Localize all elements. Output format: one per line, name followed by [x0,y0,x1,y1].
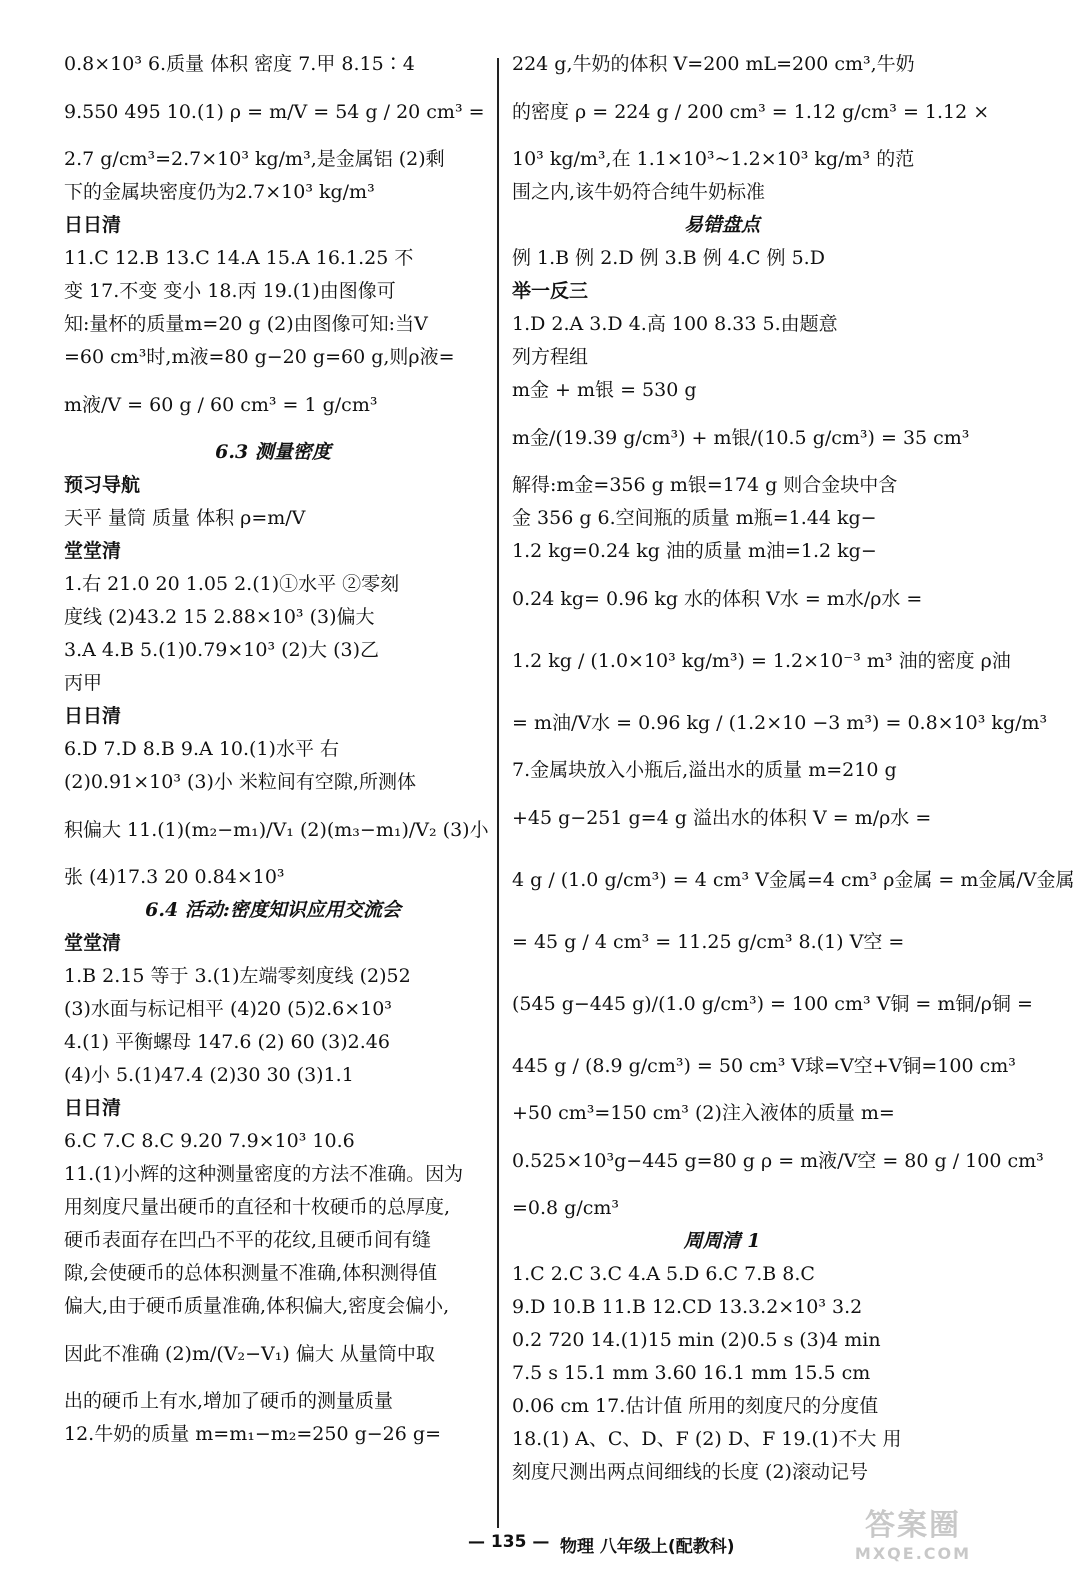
page-number: — 135 — [468,1532,550,1552]
watermark-logo [838,1500,988,1564]
right-text-line: 9.D 10.B 11.B 12.CD 13.3.2×10³ 3.2 [512,1296,863,1318]
column-divider [497,58,499,1528]
right-text-line: =0.8 g/cm³ [512,1197,620,1219]
left-text-line: 11.(1)小辉的这种测量密度的方法不准确。因为 [64,1163,464,1185]
right-text-line: 4 g / (1.0 g/cm³) = 4 cm³ V金属=4 cm³ ρ金属 = m金属/V金属 [512,869,1075,891]
left-text-line: 知:量杯的质量m=20 g (2)由图像可知:当V [64,313,428,335]
right-text-line: = 45 g / 4 cm³ = 11.25 g/cm³ 8.(1) V空 = [512,931,905,953]
left-text-line: 0.8×10³ 6.质量 体积 密度 7.甲 8.15∶4 [64,53,415,75]
left-text-line: 6.C 7.C 8.C 9.20 7.9×10³ 10.6 [64,1130,355,1152]
right-column [512,48,1075,1489]
left-text-line: =60 cm³时,m液=80 g−20 g=60 g,则ρ液= [64,346,455,368]
right-text-line: 7.5 s 15.1 mm 3.60 16.1 mm 15.5 cm [512,1362,871,1384]
left-text-line: 2.7 g/cm³=2.7×10³ kg/m³,是金属铝 (2)剩 [64,148,445,170]
left-text-line: 3.A 4.B 5.(1)0.79×10³ (2)大 (3)乙 [64,639,379,661]
right-text-line: 0.525×10³g−445 g=80 g ρ = m液/V空 = 80 g / 100 cm³ [512,1150,1044,1172]
left-text-line: 6.4 活动:密度知识应用交流会 [145,899,401,921]
watermark-top: 答案圈 [865,1508,961,1543]
right-text-line: m金/(19.39 g/cm³) + m银/(10.5 g/cm³) = 35 cm³ [512,427,970,449]
left-text-line: 丙甲 [64,672,103,694]
left-text-line: 11.C 12.B 13.C 14.A 15.A 16.1.25 不 [64,247,414,269]
left-text-line: 6.D 7.D 8.B 9.A 10.(1)水平 右 [64,738,339,760]
right-text-line: 18.(1) A、C、D、F (2) D、F 19.(1)不大 用 [512,1428,902,1450]
left-text-line: 变 17.不变 变小 18.丙 19.(1)由图像可 [64,280,396,302]
right-text-line: m金 + m银 = 530 g [512,379,697,401]
left-text-line: (3)水面与标记相平 (4)20 (5)2.6×10³ [64,998,392,1020]
left-text-line: 预习导航 [64,474,141,496]
left-text-line: 1.B 2.15 等于 3.(1)左端零刻度线 (2)52 [64,965,411,987]
right-text-line: 1.2 kg / (1.0×10³ kg/m³) = 1.2×10⁻³ m³ 油的密度 ρ油 [512,650,1011,672]
left-text-line: 12.牛奶的质量 m=m₁−m₂=250 g−26 g= [64,1423,441,1445]
right-text-line: 0.06 cm 17.估计值 所用的刻度尺的分度值 [512,1395,879,1417]
right-text-line: 10³ kg/m³,在 1.1×10³~1.2×10³ kg/m³ 的范 [512,148,915,170]
right-text-line: 的密度 ρ = 224 g / 200 cm³ = 1.12 g/cm³ = 1.12 × [512,101,990,123]
left-text-line: 日日清 [64,705,122,727]
right-text-line: +45 g−251 g=4 g 溢出水的体积 V = m/ρ水 = [512,807,932,829]
watermark-bottom: MXQE.COM [854,1544,972,1563]
right-text-line: +50 cm³=150 cm³ (2)注入液体的质量 m= [512,1102,895,1124]
left-text-line: 度线 (2)43.2 15 2.88×10³ (3)偏大 [64,606,375,628]
left-text-line: (4)小 5.(1)47.4 (2)30 30 (3)1.1 [64,1064,354,1086]
right-text-line: 金 356 g 6.空间瓶的质量 m瓶=1.44 kg− [512,507,877,529]
right-text-line: 易错盘点 [683,214,760,236]
left-text-line: 偏大,由于硬币质量准确,体积偏大,密度会偏小, [64,1295,450,1317]
right-text-line: 周周清 1 [683,1230,761,1252]
right-text-line: 列方程组 [512,346,589,368]
right-text-line: 1.C 2.C 3.C 4.A 5.D 6.C 7.B 8.C [512,1263,815,1285]
right-text-line: 445 g / (8.9 g/cm³) = 50 cm³ V球=V空+V铜=100 cm³ [512,1055,1016,1077]
left-text-line: 日日清 [64,214,122,236]
right-text-line: 1.D 2.A 3.D 4.高 100 8.33 5.由题意 [512,313,838,335]
left-text-line: (2)0.91×10³ (3)小 米粒间有空隙,所测体 [64,771,416,793]
right-text-line: (545 g−445 g)/(1.0 g/cm³) = 100 cm³ V铜 = m铜/ρ铜 = [512,993,1033,1015]
left-text-line: 4.(1) 平衡螺母 147.6 (2) 60 (3)2.46 [64,1031,390,1053]
left-text-line: 出的硬币上有水,增加了硬币的测量质量 [64,1390,394,1412]
left-text-line: 张 (4)17.3 20 0.84×10³ [64,866,285,888]
left-text-line: 堂堂清 [64,932,122,954]
left-text-line: 9.550 495 10.(1) ρ = m/V = 54 g / 20 cm³ = [64,101,485,123]
right-text-line: 例 1.B 例 2.D 例 3.B 例 4.C 例 5.D [512,247,825,269]
book-subject: 物理 八年级上(配教科) [560,1537,735,1557]
left-text-line: 堂堂清 [64,540,122,562]
left-text-line: 6.3 测量密度 [215,441,331,463]
left-text-line: 隙,会使硬币的总体积测量不准确,体积测得值 [64,1262,438,1284]
right-text-line: 围之内,该牛奶符合纯牛奶标准 [512,181,766,203]
left-text-line: 因此不准确 (2)m/(V₂−V₁) 偏大 从量筒中取 [64,1343,435,1365]
right-text-line: 7.金属块放入小瓶后,溢出水的质量 m=210 g [512,759,897,781]
right-text-line: 刻度尺测出两点间细线的长度 (2)滚动记号 [512,1461,868,1483]
right-text-line: 224 g,牛奶的体积 V=200 mL=200 cm³,牛奶 [512,53,915,75]
right-text-line: 1.2 kg=0.24 kg 油的质量 m油=1.2 kg− [512,540,877,562]
right-text-line: = m油/V水 = 0.96 kg / (1.2×10 −3 m³) = 0.8×10³ kg/m³ [512,712,1048,734]
left-text-line: m液/V = 60 g / 60 cm³ = 1 g/cm³ [64,394,378,416]
left-text-line: 用刻度尺量出硬币的直径和十枚硬币的总厚度, [64,1196,451,1218]
right-text-line: 0.2 720 14.(1)15 min (2)0.5 s (3)4 min [512,1329,881,1351]
left-text-line: 日日清 [64,1097,122,1119]
left-text-line: 积偏大 11.(1)(m₂−m₁)/V₁ (2)(m₃−m₁)/V₂ (3)小 [64,819,489,841]
right-text-line: 举一反三 [512,280,589,302]
left-column [64,48,489,1451]
right-text-line: 0.24 kg= 0.96 kg 水的体积 V水 = m水/ρ水 = [512,588,923,610]
left-text-line: 硬币表面存在凹凸不平的花纹,且硬币间有缝 [64,1229,432,1251]
left-text-line: 下的金属块密度仍为2.7×10³ kg/m³ [64,181,375,203]
left-text-line: 1.右 21.0 20 1.05 2.(1)①水平 ②零刻 [64,573,400,595]
left-text-line: 天平 量筒 质量 体积 ρ=m/V [64,507,306,529]
right-text-line: 解得:m金=356 g m银=174 g 则合金块中含 [512,474,898,496]
